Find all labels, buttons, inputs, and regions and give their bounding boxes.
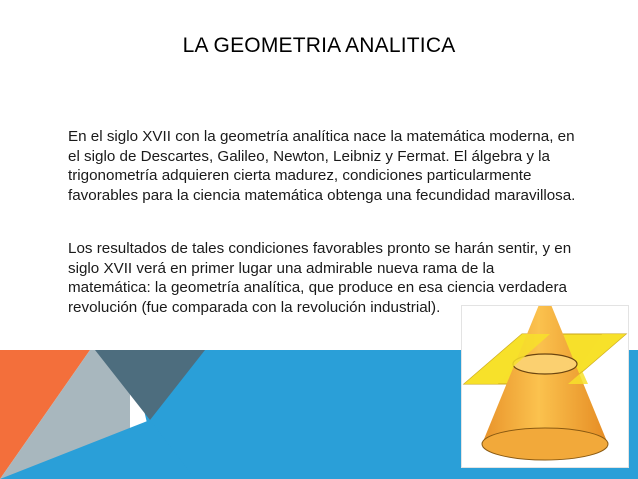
cone-illustration-frame xyxy=(461,305,629,468)
paragraph-1: En el siglo XVII con la geometría analítica nace la matemática moderna, en el siglo de Descartes, Galileo, Newton, Leibniz y Fermat. El álgebra y la trigonometría adquieren cierta madurez, condiciones particularmente favorables para la ciencia matemática obtenga una fecundidad maravillosa. xyxy=(68,128,576,204)
cone-base xyxy=(482,428,608,460)
dark-gray-triangle xyxy=(95,350,205,420)
light-gray-panel xyxy=(0,350,130,479)
orange-triangle xyxy=(0,350,90,479)
slide-title: LA GEOMETRIA ANALITICA xyxy=(182,34,456,57)
blue-lower-triangle xyxy=(0,420,195,479)
paragraph-2: Los resultados de tales condiciones favorables pronto se harán sentir, y en siglo XVII verá en primer lugar una admirable nueva rama de la matemática: la geometría analítica, que produce en esa ciencia verdadera revolución (fue comparada con la revolución industrial). xyxy=(68,240,572,316)
cone-illustration xyxy=(462,306,628,467)
